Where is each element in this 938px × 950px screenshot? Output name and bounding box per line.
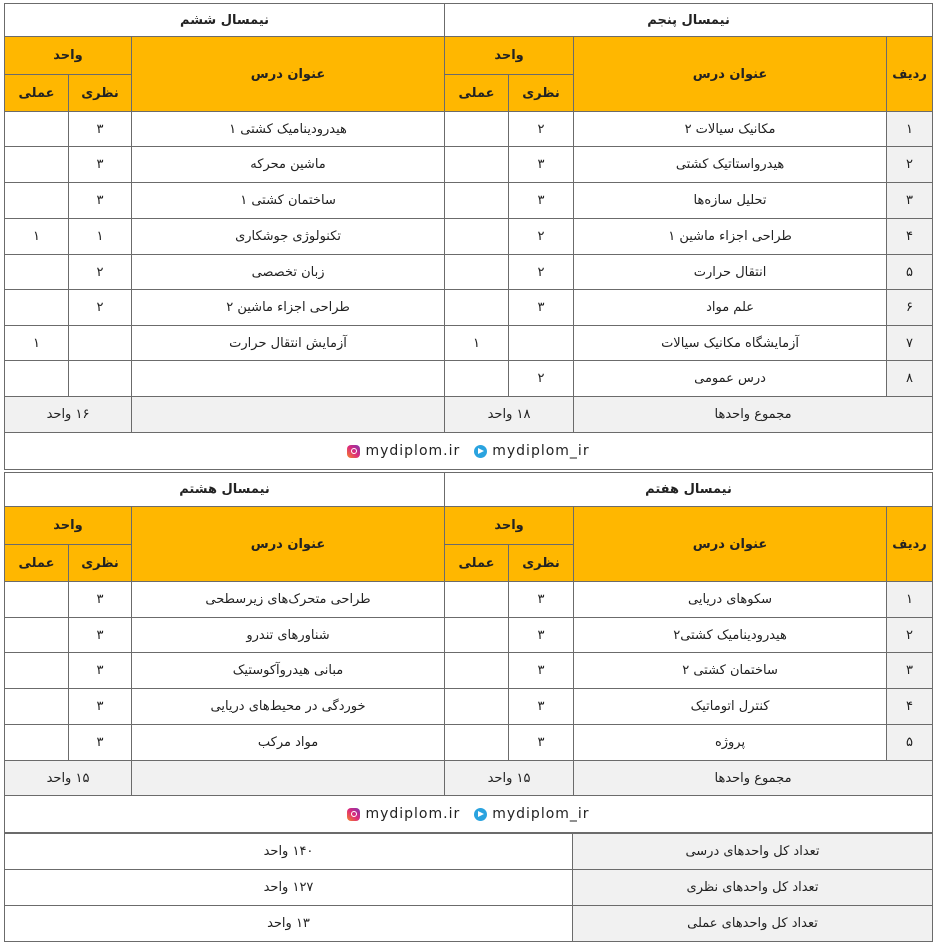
summary-label: تعداد کل واحدهای نظری bbox=[573, 870, 933, 906]
semester-7-total: ۱۵ واحد bbox=[445, 761, 574, 796]
nazari-cell: ۳ bbox=[69, 183, 132, 219]
nazari-cell: ۳ bbox=[509, 618, 574, 653]
table-row bbox=[5, 147, 933, 183]
course-title: کنترل اتوماتیک bbox=[574, 689, 887, 725]
nazari-cell: ۳ bbox=[69, 653, 132, 689]
summary-row bbox=[5, 834, 933, 870]
amali-cell bbox=[5, 255, 69, 290]
instagram-handle: mydiplom.ir bbox=[365, 806, 461, 822]
semester-5-total: ۱۸ واحد bbox=[445, 397, 574, 433]
nazari-header: نظری bbox=[69, 545, 132, 582]
nazari-cell: ۳ bbox=[509, 653, 574, 689]
amali-cell bbox=[445, 618, 509, 653]
brand-bar bbox=[5, 433, 933, 470]
course-title: درس عمومی bbox=[574, 361, 887, 397]
course-title: هیدرواستاتیک کشتی bbox=[574, 147, 887, 183]
summary-value: ۱۳ واحد bbox=[5, 906, 573, 942]
nazari-cell: ۳ bbox=[69, 147, 132, 183]
amali-header: عملی bbox=[445, 75, 509, 112]
nazari-cell: ۳ bbox=[509, 582, 574, 618]
table-row bbox=[5, 290, 933, 326]
amali-cell: ۱ bbox=[5, 326, 69, 361]
amali-cell bbox=[5, 582, 69, 618]
amali-cell bbox=[5, 112, 69, 147]
telegram-handle: mydiplom_ir bbox=[492, 806, 590, 822]
unit-header: واحد bbox=[5, 37, 132, 75]
nazari-cell bbox=[69, 326, 132, 361]
unit-header: واحد bbox=[5, 507, 132, 545]
course-title: مبانی هیدروآکوستیک bbox=[132, 653, 445, 689]
course-title: طراحی متحرک‌های زیرسطحی bbox=[132, 582, 445, 618]
telegram-link[interactable] bbox=[474, 443, 589, 459]
nazari-cell: ۳ bbox=[509, 147, 574, 183]
amali-cell bbox=[5, 653, 69, 689]
amali-cell bbox=[445, 689, 509, 725]
nazari-cell: ۳ bbox=[509, 725, 574, 761]
unit-header: واحد bbox=[445, 37, 574, 75]
nazari-cell: ۲ bbox=[69, 255, 132, 290]
row-number: ۲ bbox=[887, 147, 933, 183]
amali-cell: ۱ bbox=[5, 219, 69, 255]
unit-header: واحد bbox=[445, 507, 574, 545]
semester-8-total: ۱۵ واحد bbox=[5, 761, 132, 796]
course-title: تحلیل سازه‌ها bbox=[574, 183, 887, 219]
course-title: مواد مرکب bbox=[132, 725, 445, 761]
nazari-header: نظری bbox=[509, 75, 574, 112]
row-number: ۲ bbox=[887, 618, 933, 653]
instagram-icon bbox=[347, 808, 360, 821]
table-row bbox=[5, 653, 933, 689]
amali-cell bbox=[445, 653, 509, 689]
semester-5-title: نیمسال پنجم bbox=[445, 4, 933, 37]
empty-cell bbox=[132, 761, 445, 796]
instagram-icon bbox=[347, 445, 360, 458]
empty-cell bbox=[132, 397, 445, 433]
amali-cell bbox=[445, 147, 509, 183]
nazari-cell: ۲ bbox=[509, 255, 574, 290]
course-title: هیدرودینامیک کشتی ۱ bbox=[132, 112, 445, 147]
summary-label: تعداد کل واحدهای عملی bbox=[573, 906, 933, 942]
total-row bbox=[5, 397, 933, 433]
amali-cell bbox=[5, 290, 69, 326]
amali-cell bbox=[445, 255, 509, 290]
row-number: ۱ bbox=[887, 582, 933, 618]
course-title: زبان تخصصی bbox=[132, 255, 445, 290]
summary-value: ۱۴۰ واحد bbox=[5, 834, 573, 870]
amali-cell bbox=[5, 689, 69, 725]
row-number: ۴ bbox=[887, 689, 933, 725]
row-number: ۷ bbox=[887, 326, 933, 361]
nazari-cell: ۳ bbox=[509, 183, 574, 219]
row-number: ۳ bbox=[887, 183, 933, 219]
semester-7-title: نیمسال هفتم bbox=[445, 473, 933, 507]
row-number: ۵ bbox=[887, 725, 933, 761]
course-title: آزمایش انتقال حرارت bbox=[132, 326, 445, 361]
semester-5-6-table bbox=[4, 3, 933, 470]
table-row bbox=[5, 618, 933, 653]
total-row bbox=[5, 761, 933, 796]
amali-cell bbox=[5, 183, 69, 219]
course-title: سکوهای دریایی bbox=[574, 582, 887, 618]
course-title: انتقال حرارت bbox=[574, 255, 887, 290]
semester-6-title: نیمسال ششم bbox=[5, 4, 445, 37]
nazari-cell bbox=[69, 361, 132, 397]
nazari-cell: ۳ bbox=[69, 689, 132, 725]
telegram-link[interactable] bbox=[474, 806, 589, 822]
nazari-cell: ۲ bbox=[509, 361, 574, 397]
table-row bbox=[5, 255, 933, 290]
course-title: ساختمان کشتی ۲ bbox=[574, 653, 887, 689]
nazari-cell: ۳ bbox=[69, 618, 132, 653]
amali-cell bbox=[445, 725, 509, 761]
amali-cell bbox=[445, 582, 509, 618]
table-row bbox=[5, 219, 933, 255]
radif-header: ردیف bbox=[887, 507, 933, 582]
telegram-icon bbox=[474, 808, 487, 821]
amali-cell bbox=[445, 112, 509, 147]
course-title-header: عنوان درس bbox=[132, 37, 445, 112]
table-row bbox=[5, 725, 933, 761]
course-title: طراحی اجزاء ماشین ۲ bbox=[132, 290, 445, 326]
instagram-link[interactable] bbox=[347, 806, 460, 822]
radif-header: ردیف bbox=[887, 37, 933, 112]
course-title-header: عنوان درس bbox=[574, 507, 887, 582]
course-title: ساختمان کشتی ۱ bbox=[132, 183, 445, 219]
telegram-handle: mydiplom_ir bbox=[492, 443, 590, 459]
brand-bar bbox=[5, 796, 933, 833]
instagram-handle: mydiplom.ir bbox=[365, 443, 461, 459]
total-label: مجموع واحدها bbox=[574, 761, 933, 796]
row-number: ۶ bbox=[887, 290, 933, 326]
summary-row bbox=[5, 906, 933, 942]
summary-table bbox=[4, 833, 933, 942]
nazari-cell: ۱ bbox=[69, 219, 132, 255]
nazari-header: نظری bbox=[509, 545, 574, 582]
course-title-header: عنوان درس bbox=[132, 507, 445, 582]
course-title-header: عنوان درس bbox=[574, 37, 887, 112]
amali-cell bbox=[445, 361, 509, 397]
amali-cell bbox=[5, 618, 69, 653]
course-title bbox=[132, 361, 445, 397]
nazari-cell: ۲ bbox=[509, 219, 574, 255]
table-row bbox=[5, 689, 933, 725]
course-title: آزمایشگاه مکانیک سیالات bbox=[574, 326, 887, 361]
amali-cell bbox=[5, 147, 69, 183]
amali-cell bbox=[445, 219, 509, 255]
nazari-cell bbox=[509, 326, 574, 361]
nazari-cell: ۳ bbox=[509, 290, 574, 326]
row-number: ۵ bbox=[887, 255, 933, 290]
table-row bbox=[5, 361, 933, 397]
semester-8-title: نیمسال هشتم bbox=[5, 473, 445, 507]
nazari-cell: ۳ bbox=[69, 582, 132, 618]
instagram-link[interactable] bbox=[347, 443, 460, 459]
amali-cell bbox=[5, 361, 69, 397]
semester-7-8-table bbox=[4, 472, 933, 833]
amali-header: عملی bbox=[5, 75, 69, 112]
summary-value: ۱۲۷ واحد bbox=[5, 870, 573, 906]
summary-label: تعداد کل واحدهای درسی bbox=[573, 834, 933, 870]
amali-header: عملی bbox=[5, 545, 69, 582]
row-number: ۸ bbox=[887, 361, 933, 397]
course-title: شناورهای تندرو bbox=[132, 618, 445, 653]
table-row bbox=[5, 326, 933, 361]
course-title: تکنولوژی جوشکاری bbox=[132, 219, 445, 255]
amali-cell bbox=[445, 183, 509, 219]
table-row bbox=[5, 582, 933, 618]
nazari-cell: ۲ bbox=[509, 112, 574, 147]
nazari-cell: ۳ bbox=[69, 725, 132, 761]
nazari-cell: ۳ bbox=[509, 689, 574, 725]
table-row bbox=[5, 112, 933, 147]
course-title: خوردگی در محیط‌های دریایی bbox=[132, 689, 445, 725]
table-row bbox=[5, 183, 933, 219]
amali-header: عملی bbox=[445, 545, 509, 582]
nazari-cell: ۲ bbox=[69, 290, 132, 326]
amali-cell bbox=[5, 725, 69, 761]
course-title: ماشین محرکه bbox=[132, 147, 445, 183]
course-title: پروژه bbox=[574, 725, 887, 761]
nazari-header: نظری bbox=[69, 75, 132, 112]
course-title: علم مواد bbox=[574, 290, 887, 326]
summary-row bbox=[5, 870, 933, 906]
row-number: ۴ bbox=[887, 219, 933, 255]
course-title: مکانیک سیالات ۲ bbox=[574, 112, 887, 147]
semester-6-total: ۱۶ واحد bbox=[5, 397, 132, 433]
row-number: ۱ bbox=[887, 112, 933, 147]
amali-cell bbox=[445, 290, 509, 326]
course-title: هیدرودینامیک کشتی۲ bbox=[574, 618, 887, 653]
telegram-icon bbox=[474, 445, 487, 458]
nazari-cell: ۳ bbox=[69, 112, 132, 147]
total-label: مجموع واحدها bbox=[574, 397, 933, 433]
course-title: طراحی اجزاء ماشین ۱ bbox=[574, 219, 887, 255]
row-number: ۳ bbox=[887, 653, 933, 689]
amali-cell: ۱ bbox=[445, 326, 509, 361]
